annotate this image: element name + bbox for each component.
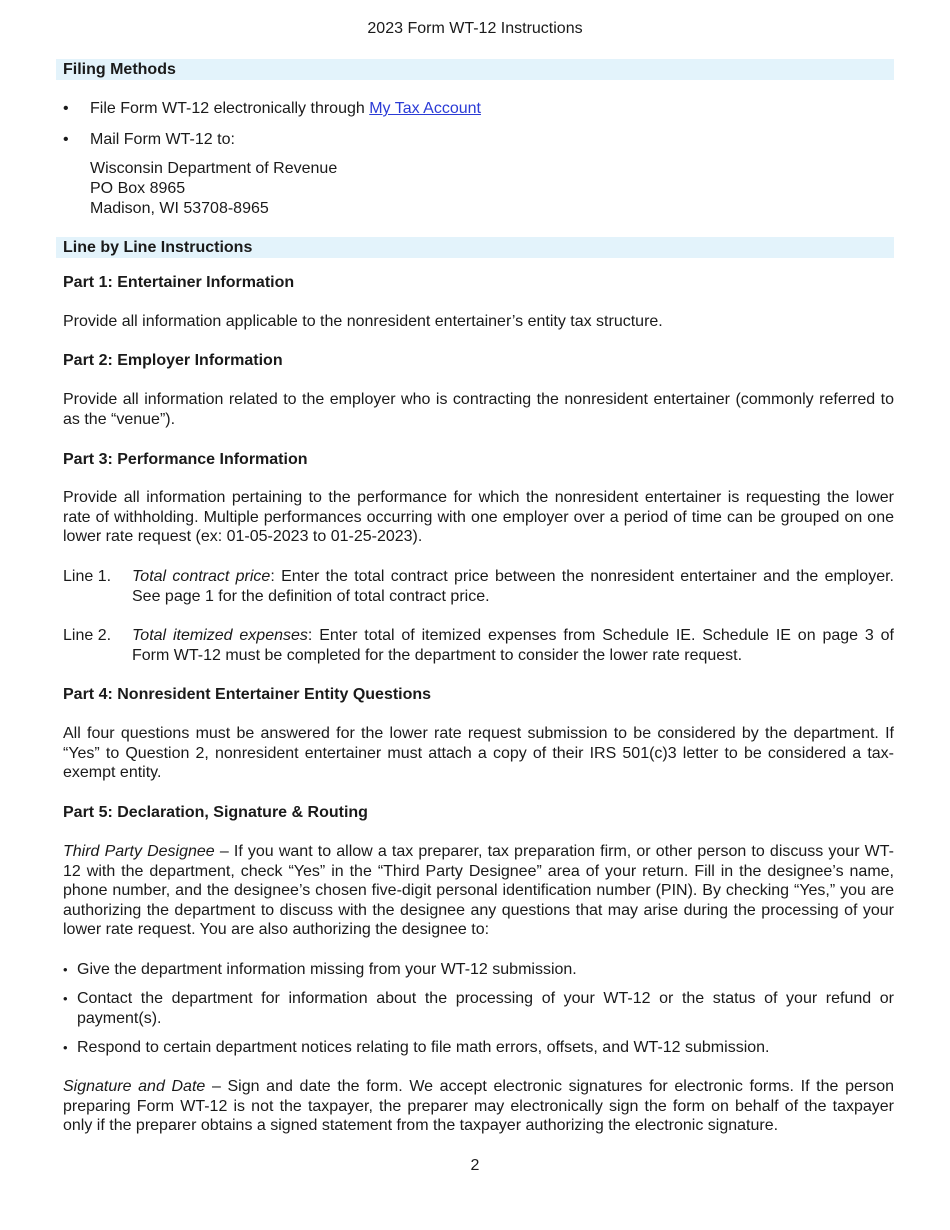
list-item [63,1038,894,1058]
designee-term: Third Party Designee [63,843,215,860]
section-heading-filing-methods: Filing Methods [56,59,894,80]
line1-text: : Enter the total contract price between the nonresident entertainer and the employer. See page 1 for the definition of total contract price. [132,568,894,605]
bullet-glyph: • [63,131,69,148]
address-line: Madison, WI 53708-8965 [90,200,269,217]
designee-body: – If you want to allow a tax preparer, tax preparation firm, or other person to discuss your WT-12 with the department, check “Yes” in the “Third Party Designee” area of your return. Fill in the designee’s name, phone number, and the designee’s chosen five-digit personal identification number (PIN). By checking “Yes,” you are authorizing the department to discuss with the designee any questions that may arise during the processing of your lower rate request. You are also authorizing the designee to: [63,843,894,938]
filing-bullet-electronic [90,99,481,119]
list-item-text: Contact the department for information about the processing of your WT-12 or the status of your refund or payment(s). [77,990,894,1027]
filing-bullet-mail: Mail Form WT-12 to: [90,131,235,148]
document-title: 2023 Form WT-12 Instructions [367,20,583,37]
line1-instruction [63,567,894,607]
section-heading-line-by-line: Line by Line Instructions [56,237,894,258]
filing-bullet-electronic-text: File Form WT-12 electronically through [90,100,370,117]
line2-text: : Enter total of itemized expenses from Schedule IE. Schedule IE on page 3 of Form WT-12 must be completed for the department to consider the lower rate request. [132,627,895,664]
line2-instruction [63,626,894,666]
list-item-text: Give the department information missing from your WT-12 submission. [77,961,577,978]
line1-term: Total contract price [132,568,271,585]
signature-body: – Sign and date the form. We accept electronic signatures for electronic forms. If the person preparing Form WT-12 is not the taxpayer, the preparer may electronically sign the form on behalf of the taxpayer only if the preparer obtains a signed statement from the taxpayer authorizing the electronic signature. [63,1078,894,1134]
list-item [63,960,894,980]
my-tax-account-link[interactable]: My Tax Account [369,100,481,117]
address-line: Wisconsin Department of Revenue [90,160,338,177]
line2-label: Line 2. [63,627,112,644]
part3-text: Provide all information pertaining to the performance for which the nonresident entertainer is requesting the lower rate of withholding. Multiple performances occurring with one employer over a period of time can be grouped on one lower rate request (ex: 01-05-2023 to 01-25-2023). [63,489,894,545]
part1-heading: Part 1: Entertainer Information [63,274,295,291]
line1-label: Line 1. [63,568,112,585]
signature-term: Signature and Date [63,1078,206,1095]
bullet-glyph: • [63,1040,68,1055]
part4-heading: Part 4: Nonresident Entertainer Entity Questions [63,686,432,703]
designee-authorizations-list [63,960,894,1058]
mailing-address [90,159,337,219]
part5-heading: Part 5: Declaration, Signature & Routing [63,804,368,821]
part3-heading: Part 3: Performance Information [63,451,308,468]
bullet-glyph: • [63,100,69,117]
third-party-designee-text [63,842,894,940]
bullet-glyph: • [63,962,68,977]
address-line: PO Box 8965 [90,180,186,197]
line2-term: Total itemized expenses [132,627,308,644]
part1-text: Provide all information applicable to the nonresident entertainer’s entity tax structure. [63,313,663,330]
list-item-text: Respond to certain department notices relating to file math errors, offsets, and WT-12 submission. [77,1039,770,1056]
page-number: 2 [470,1157,480,1174]
list-item [63,989,894,1029]
signature-and-date-text [63,1077,894,1136]
part2-text: Provide all information related to the employer who is contracting the nonresident entertainer (commonly referred to as the “venue”). [63,391,894,428]
bullet-glyph: • [63,991,68,1006]
part4-text: All four questions must be answered for the lower rate request submission to be considered by the department. If “Yes” to Question 2, nonresident entertainer must attach a copy of their IRS 501(c)3 letter to be considered a tax-exempt entity. [63,725,894,781]
part2-heading: Part 2: Employer Information [63,352,283,369]
